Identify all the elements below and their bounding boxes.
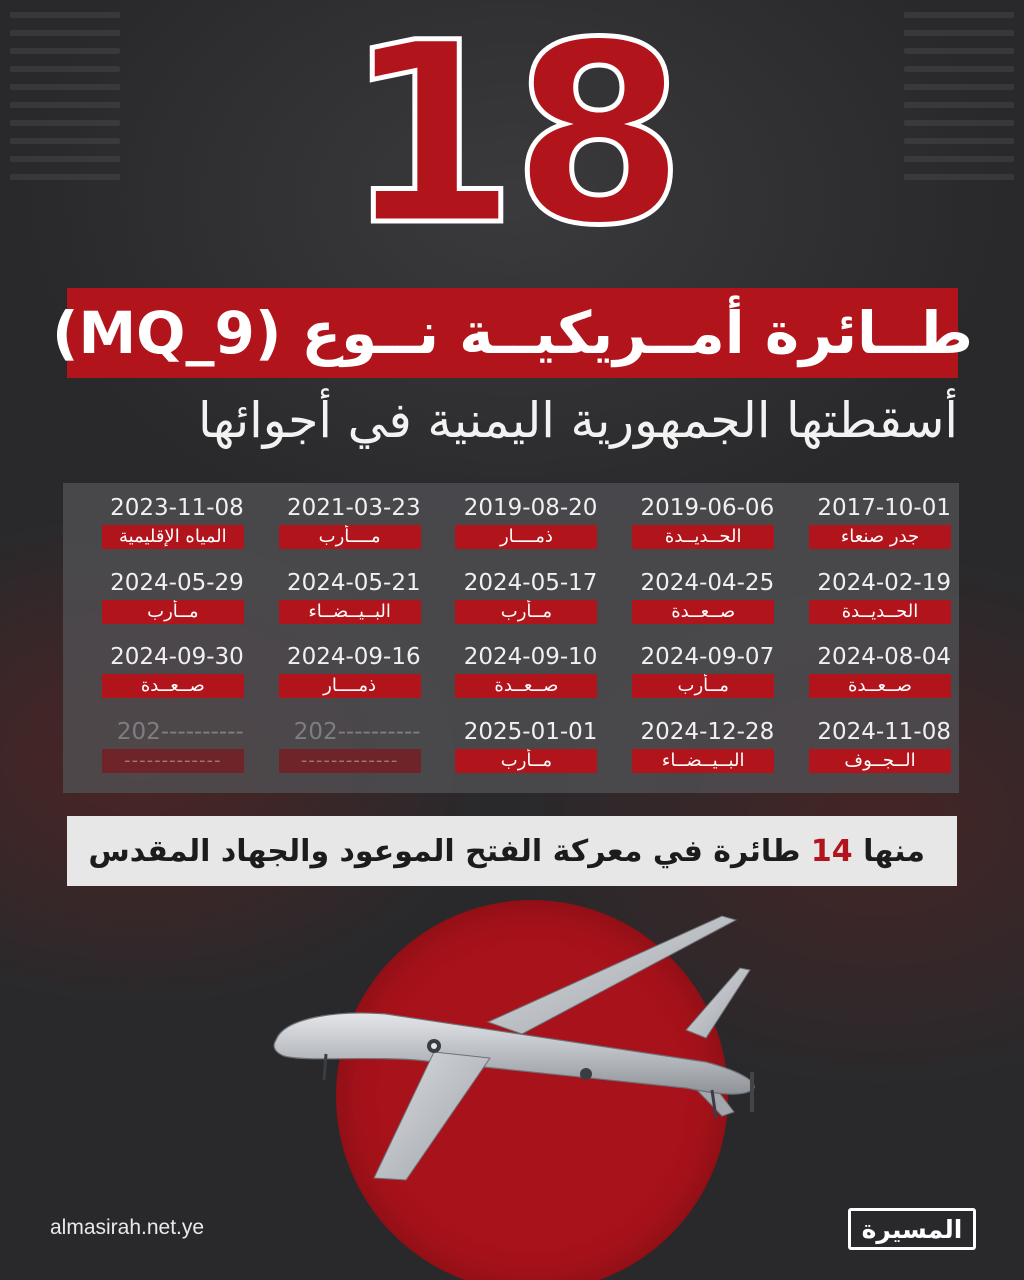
incident-location: مــأرب [455,600,597,624]
incident-cell [599,713,776,788]
note-after: طائرة في معركة الفتح الموعود والجهاد المقدس [88,833,811,869]
incident-location: الحــديــدة [809,600,951,624]
incident-location: مــأرب [455,749,597,773]
incident-date: 2024-05-29 [110,569,244,596]
incident-cell [423,564,600,639]
incident-cell [246,564,423,639]
incident-location: المياه الإقليمية [102,525,244,549]
incident-date: 202---------- [116,718,244,745]
incident-location: جدر صنعاء [809,525,951,549]
incident-cell [423,638,600,713]
incident-cell [69,638,246,713]
incident-date: 2024-04-25 [640,569,775,596]
incident-location: مــــأرب [279,525,421,549]
incident-date: 2023-11-08 [110,495,244,521]
almasirah-logo: المسيرة [848,1208,976,1250]
incident-location: صــعــدة [102,674,244,698]
incident-cell [246,638,423,713]
incident-cell [423,489,600,564]
incident-date: 2024-05-17 [463,569,598,596]
headline-title: طــائرة أمــريكيــة نــوع (MQ_9) [51,299,974,367]
incident-date: 2024-08-04 [817,644,951,670]
incident-cell [776,713,953,788]
incident-location: ------------- [279,749,421,773]
incident-cell [599,564,776,639]
incident-cell [599,638,776,713]
incident-date: 2024-05-21 [286,569,421,596]
incident-location: صــعــدة [632,600,774,624]
incident-location: البــيــضــاء [632,749,774,773]
incident-location: البــيــضــاء [279,600,421,624]
incident-date: 2024-02-19 [817,569,951,596]
incident-cell [69,564,246,639]
incident-location: ذمــــار [455,525,597,549]
incident-date: 2017-10-01 [817,495,951,521]
incident-cell [776,638,953,713]
incident-date: 2024-11-08 [817,718,951,745]
incident-date: 202---------- [293,718,421,745]
incident-date: 2021-03-23 [286,495,421,521]
headline-number: 18 [344,0,680,280]
incident-cell [246,713,423,788]
incident-date: 2025-01-01 [463,718,598,745]
incident-cell [776,564,953,639]
incident-cell [69,713,246,788]
incident-date: 2019-08-20 [463,495,598,521]
incident-cell [776,489,953,564]
incident-cell [69,489,246,564]
incident-date: 2019-06-06 [640,495,775,521]
incident-date: 2024-09-07 [640,644,775,670]
incident-cell [599,489,776,564]
note-text [88,834,925,869]
incident-location: الــجــوف [809,749,951,773]
incident-cell [246,489,423,564]
note-count: 14 [810,833,853,869]
incident-location: مــأرب [632,674,774,698]
website-url: almasirah.net.ye [50,1216,205,1239]
headline-subtitle: أسقطتها الجمهورية اليمنية في أجوائها [198,392,958,449]
note-band [67,816,957,886]
title-band [51,288,974,378]
incident-date: 2024-09-10 [463,644,598,670]
mq9-drone-image [266,912,766,1182]
note-before: منها [852,833,925,869]
incident-date: 2024-09-16 [286,644,421,670]
incident-date: 2024-12-28 [640,718,775,745]
incident-cell [423,713,600,788]
incident-date: 2024-09-30 [110,644,244,670]
incident-location: ذمــــار [279,674,421,698]
incident-location: الحــديــدة [632,525,774,549]
incident-location: مــأرب [102,600,244,624]
incident-location: صــعــدة [455,674,597,698]
incident-location: صــعــدة [809,674,951,698]
incidents-grid [63,483,959,793]
incident-location: ------------- [102,749,244,773]
